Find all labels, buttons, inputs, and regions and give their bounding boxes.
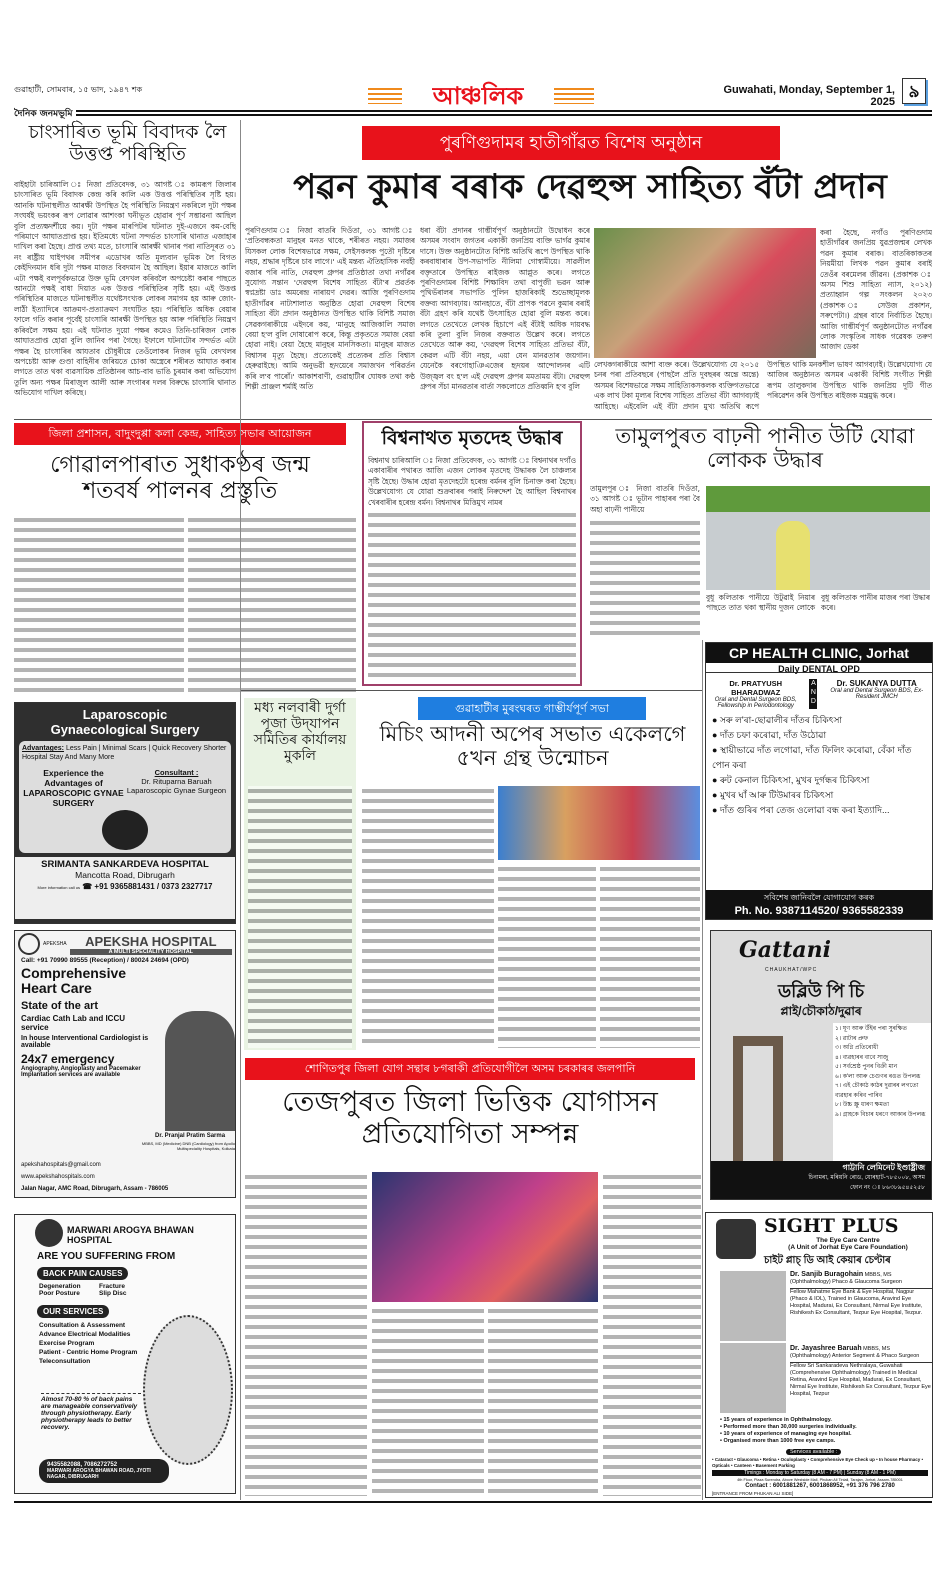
goalpara-kicker: জিলা প্ৰশাসন, বাদুংদুপ্পা কলা কেন্দ্ৰ, সাহিত্য সভাৰ আয়োজন	[14, 423, 346, 445]
sight-as: চাইট প্লাচ্ ডি আই কেয়াৰ চেণ্টাৰ	[764, 1255, 891, 1266]
tezpur-body-col3	[488, 1306, 598, 1496]
door-frame-illustration	[733, 1036, 783, 1176]
cp-dr1-deg: Oral and Dental Surgeon BDS, Fellowship in Periodontology	[714, 697, 797, 709]
lap-hospital: SRIMANTA SANKARDEVA HOSPITAL	[41, 859, 209, 870]
masthead-logo-bars-left	[368, 88, 402, 104]
tezpur-body-col1	[245, 1172, 367, 1496]
apeksha-h1: Comprehensive Heart Care	[21, 965, 127, 996]
gattani-company: গাট্টানি লেমিনেট ইণ্ডাষ্ট্ৰীজ	[842, 1163, 925, 1172]
tamulpur-headline: তামুলপুৰত বাঢ়নী পানীত উটি যোৱা লোকক উদ্ধাৰ	[615, 424, 915, 473]
lead-body-col3: কৰা হৈছে, নগাঁও পুৰণিগুদাম হাতীগাঁৱৰ জনপ্ৰিয় যুৱপ্ৰজন্মৰ লেখক পৱন কুমাৰ বৰাক। বাতৰিকাকতৰ নিয়মীয়া লিখক পৱন কুমাৰ বৰাই তেওঁৰ বৰমেলৰ জীৱন। (প্ৰকাশক ঃ অসম শিশু সাহিত্য ন্যাস, ২০১২) প্ৰত্যাহ্বান গল্প সংকলন ২০২৩ (প্ৰকাশক ঃ সেউজ প্ৰকাশন, সৰুপেটা।) গ্ৰন্থৰ বাবে নিৰ্বাচিত হৈছে। আজি গাম্ভীৰ্যপূৰ্ণ অনুষ্ঠানটোত নগাঁৱৰ লোক সংস্কৃতিৰ সাধক গৱেষক তৰুণ আজাদ ডেকা	[820, 228, 932, 352]
cp-item: ● মুখৰ ঘাঁ আৰু টিউমাৰৰ চিকিৎসা	[712, 790, 834, 800]
sight-dr2-photo	[720, 1343, 786, 1413]
apeksha-address: Jalan Nagar, AMC Road, Dibrugarh, Assam - 786005	[21, 1186, 169, 1192]
apeksha-name: APEKSHA HOSPITAL	[85, 933, 217, 949]
lap-adv-label: Advantages:	[22, 745, 65, 752]
cause: Poor Posture	[39, 1290, 80, 1297]
mising-body-col1	[362, 786, 494, 1048]
chaysari-headline: চাংসাৰিত ভূমি বিবাদক লৈ উত্তপ্ত পৰিস্থিতি	[28, 121, 227, 165]
sight-point: • Organised more than 1000 free eye camps.	[720, 1438, 836, 1444]
cp-phone: Ph. No. 9387114520/ 9365582339	[734, 905, 904, 917]
marwari-note: Almost 70-80 % of back pains are manageable conservatively through physiotherapy. Early physiotherapy leads to better recovery.	[41, 1393, 141, 1431]
person-figure	[776, 521, 810, 590]
cp-item: ● স্থায়ীভাৱে দাঁত লগোৱা, দাঁত ফিলিং কৰোৱা, বেঁকা দাঁত পোন কৰা	[712, 745, 912, 770]
apeksha-web[interactable]: www.apekshahospitals.com	[21, 1174, 95, 1180]
lap-address: Mancotta Road, Dibrugarh	[75, 870, 175, 880]
apeksha-logo: APEKSHA	[43, 941, 67, 947]
cp-dr1: Dr. PRATYUSH BHARADWAZ	[729, 679, 783, 697]
mising-body-col2	[498, 864, 596, 1048]
apeksha-call: Call: +91 70990 89555 (Reception) / 80024 24694 (OPD)	[21, 957, 189, 964]
cp-contact: সবিশেষ জানিবলৈ যোগাযোগ কৰক	[763, 893, 875, 902]
marwari-logo-icon	[35, 1219, 63, 1247]
ad-apeksha[interactable]	[14, 930, 236, 1198]
tezpur-body-col2	[372, 1306, 484, 1496]
chaysari-body: বাইহাটা চাৰিআলি ঃ নিজা প্ৰতিবেদক, ৩১ আগষ্ট ঃ কামৰূপ জিলাৰ চাংসাৰিত ভূমি বিবাদক কেন্দ্ৰ কৰি কালি এক উত্তপ্ত পৰিস্থিতিৰ সৃষ্টি হয়। আনকি ঘটনাস্থলীত আৰক্ষী উপস্থিত হৈ পৰিস্থিতি নিয়ন্ত্ৰণ নকৰিলে দুটা পক্ষৰ সংঘৰ্ষই ভয়ংকৰ ৰূপ লোৱাৰ আশংকা ঘনীভূত হোৱাৰ পূৰ্ণ সম্ভাৱনা আছিল বুলি প্ৰত্যক্ষদৰ্শীয়ে কয়। দুটা পক্ষৰ মাৰপিটৰ ঘটনাত দুই-এজনে কম-বেছি পৰিমাণে আঘাতপ্ৰাপ্ত হয়। ইতিমধ্যে ঘটনা সন্দৰ্ভত চাংসাৰি থানাত এজাহাৰ দাখিল কৰা হৈছে। প্ৰাপ্ত তথ্য মতে, চাংসাৰি আৰক্ষী থানাৰ পৰা নাতিদূৰত ৩১ নং ৰাষ্ট্ৰীয় ঘাইপথৰ সমীপৰ এডোখৰ অতি মূল্যবান ভূমিক লৈ বিগত কেইদিনমান ধৰি দুটা পক্ষৰ মাজত বিবদমান হৈ আছিল। ইয়াৰ মাজতে কালি এটা পক্ষই বলপূৰ্বকভাৱে উক্ত ভূমি বেদখল কৰিবলৈ অপচেষ্টা কৰাৰ পাছতে আনটো পক্ষই বাধা দিয়াত এক উত্তপ্ত পৰিস্থিতিৰ সৃষ্টি হয়। এই উত্তপ্ত পৰিস্থিতিৰ মাজতে ঘটনাস্থলীত যথেষ্টসংখ্যক লোকৰ সমাগম হয় আৰু জোং-লাঠী ইত্যাদিৰে আক্ৰমণ-প্ৰত্যাক্ৰমণ সংঘটিত হয়। পৰিস্থিতি অধিক বেয়াৰ ফালে গতি কৰাৰ পূৰ্বেই চাংসাৰি আৰক্ষী উপস্থিত হয় আৰু পৰিস্থিতি নিয়ন্ত্ৰণ কৰিবলৈ সক্ষম হয়। এই ঘটনাত দুয়ো পক্ষৰ কমেও তিনি-চাৰিজন লোক আঘাতপ্ৰাপ্ত হোৱা বুলি জানিব পৰা গৈছে। ইফালে ঘটনাটোৰ সন্দৰ্ভত এটা পক্ষৰ হৈ চাংসাৰিৰ আযতাব চৌধুৰীয়ে তেওঁলোকৰ নিজৰ ভূমি বেদখলৰ অপচেষ্টা আৰু গুণ্ডা বাহিনীৰ জৰিয়তে চোকা অস্ত্ৰেৰে শৰীৰত আঘাত কৰাৰ লগতে তাত থকা ব্যৱসায়িক প্ৰতিষ্ঠানৰ আচ-বাব ভাঙি চুৰমাৰ কৰা অভিযোগ তুলি অন্য পক্ষৰ মিৰাজুল আলী আৰু সংগাৰৰ দলৰ বিৰুদ্ধে চাংসাৰি থানাত অভিযোগ দাখিল কৰিছে।	[14, 180, 236, 398]
service: Consultation & Assessment	[39, 1322, 126, 1329]
gattani-sub: CHAUKHAT/WPC	[765, 967, 818, 973]
ad-cp-health[interactable]	[705, 642, 933, 920]
sight-services: • Cataract • Glaucoma • Retina • Oculoplasty • Comprehensive Eye Check up • In house Pharmacy • Opticals • Canteen • Basement Parking	[712, 1457, 924, 1468]
lead-headline: পৱন কুমাৰ বৰাক দেৱহুন্স সাহিত্য বঁটা প্ৰদান	[293, 167, 887, 207]
rule	[240, 690, 702, 691]
masthead-date-english: Guwahati, Monday, September 1, 2025	[723, 84, 895, 108]
sight-dr1-photo	[720, 1271, 786, 1341]
tezpur-kicker: শোণিতপুৰ জিলা যোগ সন্থাৰ ৮গৰাকী প্ৰতিযোগীলৈ অসম চৰকাৰৰ জলপানি	[245, 1058, 695, 1080]
ad-laparoscopic[interactable]	[14, 702, 236, 924]
apeksha-h2: State of the art	[21, 1000, 99, 1012]
lap-title2: Gynaecological Surgery	[50, 722, 200, 737]
service: Teleconsultation	[39, 1358, 91, 1365]
sight-logo-icon	[716, 1219, 756, 1259]
sight-sub2: (A Unit of Jorhat Eye Care Foundation)	[788, 1244, 908, 1251]
lap-title1: Laparoscopic	[82, 707, 168, 722]
apeksha-doctor: Dr. Pranjal Pratim Sarma	[155, 1133, 226, 1139]
lap-consultant: Dr. Rituparna Baruah	[141, 777, 212, 786]
mising-headline: মিচিং আদনী অপেৰ সভাত একেলগে ৫খন গ্ৰন্থ উন্মোচন	[379, 722, 686, 771]
cp-dr2-deg: Oral and Dental Surgeon BDS, Ex- Resident JMCH	[830, 688, 924, 700]
tamulpur-body-more	[590, 518, 700, 638]
tezpur-headline: তেজপুৰত জিলা ভিত্তিক যোগাসন প্ৰতিযোগিতা সম্পন্ন	[282, 1085, 658, 1151]
sight-dr2-deg: MBBS, MS (Ophthalmology) Anterior Segment & Phaco Surgeon	[790, 1346, 920, 1359]
apeksha-h3: Cardiac Cath Lab and ICCU service	[21, 1014, 126, 1032]
lead-body-col4: লেখকগৰাকীয়ে আশা ব্যক্ত কৰে। উল্লেখযোগ্য যে ২০১৫ চনৰ পৰা প্ৰতিবছৰে (পাছলৈ প্ৰতি দুবছৰৰ অন্তে অন্তে) অসমৰ বিশেষভাৱে সক্ষম সাহিত্যিকসকলক ব্যক্তিগতভাৱে এক লাখ টকা মূল্যৰ বিশেষ সাহিত্য প্ৰতিভা বঁটা আগবঢ়াই আহিছে। এইবেলি এই বঁটা প্ৰদান মুখ্য অতিথি ৰূপে উপস্থিত থাকি মনকশীল ভাষণ আগবঢ়াই। উল্লেখযোগ্য যে আজিৰ অনুষ্ঠানত অসমৰ একাকী বিশিষ্ট সংগীত শিল্পী ৰূপম তালুকদাৰ উপস্থিত থাকি জনপ্ৰিয় দুটি গীত পৰিৱেশন কৰি উপস্থিত ৰাইজক মন্ত্ৰমুগ্ধ কৰে।	[594, 360, 932, 411]
sight-dr2-info: Fellow Sri Sankaradeva Nethralaya, Guwahati (Comprehensive Ophthalmology) Trained in Medical Retina, Aravind Eye Hospital, Madurai, Ex Consultant, Nirmal Eye Institute, Rishikesh Ex Consultant, Tezpur Eye Hospital, Tezpur	[790, 1363, 931, 1397]
apeksha-logo-icon	[18, 933, 40, 955]
lead-body-col1: পুৰণিগুদাম ঃ নিজা বাতৰি দিওঁতা, ৩১ আগষ্ট ঃ 'প্ৰতিবন্ধকতা মানুহৰ মনত থাকে, শৰীৰত নহয়। সমাজৰ যিসকল লোক বিশেষভাৱে সক্ষম, সেইসকলক পুতৌ দৃষ্টিৰে নহয়, শ্ৰদ্ধাৰ দৃষ্টিৰে চাব লাগে।' এই মন্তব্য ঐতিহাসিক নবহী বজাৰ পৰি নাতি, দেৱহুন্স গ্ৰুপৰ প্ৰতিষ্ঠাতা তথা নগাঁৱৰ সুযোগ্য সন্তান 'দেৱহুন্স বিশেষ সাহিত্য বঁটা'ৰ প্ৰৱৰ্তক স্বপ্নদ্ৰষ্টা ডাঃ অমৰেন্দ্ৰ নাৰায়ণ দেৱৰ। আজি পুৰণিগুদাম হাতীগাঁৱৰ নাট্যশালাত অনুষ্ঠিত হোৱা দেৱহুন্স বিশেষ সাহিত্য বঁটা প্ৰদান অনুষ্ঠানত উপস্থিত থাকি বিশিষ্ট সমাজ সেৱকগৰাকীয়ে এইদৰে কয়, 'মানুহে আজিকালি সমাজ বেয়া হ'ল বুলি দোষাৰোপ কৰে, কিন্তু প্ৰকৃততে সমাজ বেয়া হোৱা নাই। বেয়া হৈছে মানুহৰ মানসিকতা। মানুহৰ মাজত বিশ্বাসৰ মৃত্যু হৈছে। প্ৰত্যেকেই প্ৰত্যেকৰ প্ৰতি বিশ্বাস হেৰুৱাইছে। আমি অনুভৱী হৃদয়েৰে সমাজখন পৰিৱৰ্তন কৰি ল'ব পাৰোঁ।' আকাশবাণী, গুৱাহাটীৰ ঘোষক তথা কণ্ঠ শিল্পী প্ৰাঞ্জল শৰ্মাই অতি	[245, 226, 415, 392]
tezpur-photo	[372, 1172, 598, 1302]
gattani-logo: Gattani	[739, 937, 831, 963]
masthead-date-assamese: গুৱাহাটী, সোমবাৰ, ১৫ ভাদ, ১৯৪৭ শক	[14, 85, 143, 94]
lead-kicker: পুৰণিগুদামৰ হাতীগাঁৱত বিশেষ অনুষ্ঠান	[362, 126, 780, 160]
sight-point: • 10 years of experience of managing eye hospital.	[720, 1431, 852, 1437]
cause: Degeneration	[39, 1283, 81, 1290]
lap-adv: Less Pain | Minimal Scars | Quick Recovery Shorter Hospital Stay And Many More	[22, 745, 227, 761]
sight-services-label: Services available :	[786, 1449, 841, 1455]
gattani-item: ৫। সৰ্বশ্ৰেষ্ঠ পুনৰ বিক্ৰী মান	[835, 1064, 898, 1070]
apeksha-email[interactable]: apekshahospitals@gmail.com	[21, 1162, 101, 1168]
ad-sight-plus[interactable]	[705, 1212, 933, 1498]
sight-contact: Contact : 6001881267, 6001868952, +91 376 796 2780	[745, 1483, 895, 1489]
column-rule	[240, 120, 241, 1500]
goalpara-headline: গোৱালপাৰাত সুধাকণ্ঠৰ জন্ম শতবৰ্ষ পালনৰ প্ৰস্তুতি	[50, 452, 310, 505]
marwari-address: MARWARI AROGYA BHAWAN ROAD, JYOTI NAGAR, DIBRUGARH	[47, 1468, 151, 1480]
sight-sub1: The Eye Care Centre	[816, 1237, 880, 1244]
cause: Slip Disc	[99, 1290, 127, 1297]
nalbari-body	[248, 786, 352, 1048]
biswanath-body: বিশ্বনাথ চাৰিআলি ঃ নিজা প্ৰতিবেদক, ৩১ আগষ্ট ঃ বিশ্বনাথৰ দগাঁও একাবাৰীৰ পথাৰত আজি এজন লোকৰ মৃতদেহ উদ্ধাৰক লৈ চাঞ্চল্যৰ সৃষ্টি হৈছে। উদ্ধাৰ হোৱা মৃতদেহটো হৰেন্দ্ৰ বৰ্মনৰ বুলি চিনাক্ত কৰা হৈছে। উল্লেখযোগ্য যে যোৱা শুক্ৰবাৰৰ পৰাই নিৰুদ্দেশ হৈ আছিল বিশ্বনাথৰ খেৰবাৰীৰ হৰেন্দ্ৰ বৰ্মন। বিশ্বনাথৰ মিত্তিমুখ নামৰ	[368, 456, 576, 507]
cp-title: CP HEALTH CLINIC, Jorhat	[706, 643, 932, 663]
lap-consultant-role: Laparoscopic Gynae Surgeon	[126, 786, 227, 795]
ad-marwari[interactable]	[14, 1214, 236, 1494]
ad-gattani[interactable]	[710, 930, 932, 1200]
gattani-item: ৯। গ্ৰাহকে বিচাৰ ধৰণে আকাৰ উপলব্ধ	[835, 1111, 926, 1118]
gattani-item: ২। ৱাটাৰ প্ৰুফ	[835, 1035, 868, 1042]
bottom-rule	[14, 1501, 932, 1503]
apeksha-tag: A MULTI SPECIALITY HOSPITAL	[70, 949, 232, 955]
cp-opd: Daily DENTAL OPD	[706, 666, 932, 673]
marwari-name: MARWARI AROGYA BHAWAN HOSPITAL	[67, 1225, 194, 1245]
apeksha-h5: 24x7 emergency	[21, 1052, 115, 1066]
gattani-item: ৩। অগ্নি প্ৰতিৰোধী	[835, 1045, 879, 1051]
cp-item: ● দাঁত চফা কৰোৱা, দাঁত উঠোৱা	[712, 730, 827, 740]
marwari-causes-label: BACK PAIN CAUSES	[37, 1267, 128, 1280]
gattani-address: চিনামৰা, মৰিয়নি ৰোড, যোৰহাট-৭৮৫০০৮, অসম	[808, 1175, 925, 1181]
rule	[14, 419, 932, 420]
cp-item: ● সৰু ল'ৰা-ছোৱালীৰ দাঁতৰ চিকিৎসা	[712, 715, 843, 725]
sight-dr1: Dr. Sanjib Buragohain	[790, 1271, 864, 1278]
sight-timings: Timings : Monday to Saturday (8 AM - 7 PM) | Sunday (8 AM - 1 PM)	[712, 1470, 928, 1476]
mising-kicker: গুৱাহাটীৰ মুৰংঘৰত গাম্ভীৰ্যপূৰ্ণ সভা	[418, 697, 646, 720]
cp-item: ● ৰুট কেনাল চিকিৎসা, মুখৰ দুৰ্গন্ধৰ চিকিৎসা	[712, 775, 870, 785]
uterus-icon	[102, 810, 148, 850]
tamulpur-body: তামুলপুৰ ঃ নিজা বাতৰি দিওঁতা, ৩১ আগষ্ট ঃ ভূটান পাহাৰৰ পৰা বৈ অহা বাঢ়নী পানীয়ে	[590, 484, 700, 514]
gattani-item: ৮। উচ্চ স্ক্ৰু ধাৰণ ক্ষমতা	[835, 1102, 890, 1108]
lap-more: More information call us	[37, 885, 80, 890]
mising-photo	[498, 786, 700, 860]
mising-body-col3	[600, 864, 700, 1048]
goalpara-body	[14, 515, 184, 697]
biswanath-headline: বিশ্বনাথত মৃতদেহ উদ্ধাৰ	[381, 427, 563, 449]
sight-name: SIGHT PLUS	[764, 1215, 899, 1237]
cp-item: ● দাঁত গুৰিৰ পৰা তেজ ওলোৱা বন্ধ কৰা ইত্যাদি...	[712, 805, 890, 815]
nalbari-headline: মধ্য নলবাৰী দুৰ্গা পূজা উদ্‌যাপন সমিতিৰ কাৰ্যালয় মুকলি	[253, 700, 347, 765]
goalpara-body-col2	[188, 515, 356, 697]
sight-entrance: [ENTRANCE FROM PHUKAN ALI SIDE]	[712, 1491, 794, 1496]
sight-dr1-info: Fellow Mahatme Eye Bank & Eye Hospital, Nagpur (Phaco & IOL), Trained in Glaucoma, Aravind Eye Hospital, Madurai, Ex Consultant, Nirmal Eye Institute, Rishikesh Ex Consultant, Tezpur Eye Hospital, Tezpur.	[790, 1288, 932, 1317]
cp-dr2: Dr. SUKANYA DUTTA	[836, 679, 917, 688]
marwari-q: ARE YOU SUFFERING FROM	[37, 1251, 176, 1262]
gattani-phone: ফোন নং ঃ ৮৬৩৮৯৫৪৫২৫৮	[850, 1185, 925, 1191]
cp-and: AND	[809, 679, 817, 709]
gattani-item: ১। ঘূণ আৰু উঁইৰ পৰা সুৰক্ষিত	[835, 1026, 908, 1032]
sight-point: • Performed more than 30,000 surgeries individually.	[720, 1424, 857, 1430]
gattani-h1: ডব্লিউ পি চি	[777, 981, 865, 1001]
tezpur-body-col4	[603, 1172, 701, 1496]
tamulpur-caption: বুধু কলিতাক পানীয়ে উটুৱাই নিয়াৰ পাছতে তাত থকা স্থানীয় দুজন লোকে বুধু কলিতাক পানীৰ মাজৰ পৰা উদ্ধাৰ কৰে।	[706, 593, 930, 613]
marwari-phone: 9435582088, 7086272752	[47, 1462, 118, 1468]
page-number: ৯	[902, 78, 926, 104]
column-rule	[702, 640, 703, 1500]
masthead-rule	[14, 110, 932, 116]
biswanath-body-more	[368, 510, 576, 682]
apeksha-doctor-deg: MBBS, MD (Medicine) DNB (Cardiology) from Apollo Multispeciality Hospitals, Kolkata	[141, 1141, 235, 1151]
gattani-item: ৭। এই চৌকাঠ কাঠৰ দুৱাৰৰ লগতো ব্যৱহাৰ কৰিব পাৰিব	[835, 1083, 919, 1099]
sight-dr1-deg: MBBS, MS (Ophthalmology) Phaco & Glaucoma Surgeon	[790, 1272, 902, 1285]
marwari-services-label: OUR SERVICES	[37, 1305, 109, 1318]
paper-name: দৈনিক জনমভূমি	[14, 106, 76, 121]
sight-point: • 15 years of experience in Ophthalmology.	[720, 1417, 832, 1423]
lap-phone: +91 9365881431 / 0373 2327717	[94, 882, 213, 891]
phone-icon: ☎	[82, 882, 93, 891]
lead-body-col2: ধৰা বঁটা প্ৰদানৰ গাম্ভীৰ্যপূৰ্ণ অনুষ্ঠানটো উদ্বোধন কৰে অসমৰ সংবাদ জগতৰ একাকী জনপ্ৰিয় ব্যক্তি ভাৰ্গৱ কুমাৰ দাসে। উক্ত অনুষ্ঠানটোত বিশিষ্ট অতিথি ৰূপে উপস্থিত থাকি কৰবাধাৰাৰ উপ-সভাপতি নীলিমা গোস্বামীয়ে। সাৱলীল বক্তৃতাৰে উপস্থিত ৰাইজক আপ্লুত কৰে। লগতে পুৰণিগুদামৰ বিশিষ্ট শিক্ষাবিদ তথা বাপুজী ভৱন আৰু পুথিভঁৰালৰ সভাপতি পুলিন হাজৰিকাই শুভেচ্ছামূলক বক্তব্য আগবঢ়ায়। আনহাতে, বঁটা প্ৰাপক পৱনে কুমাৰ বৰাই বঁটা গ্ৰহণ কৰি যথেষ্ট উৎসাহিত হোৱা বুলি মন্তব্য কৰে। লগতে তেখেতে লেখক হিচাপে এই বঁটাই অধিক দায়বদ্ধ কৰি তুলা বুলি নিজৰ বক্তব্যত উল্লেখ কৰে। লগতে তেখেতে আৰু কয়, 'দেৱহুন্স বিশেষ সাহিত্য প্ৰতিভা বঁটা, কেৱল এটি বঁটা নহয়, এয়া যেন মানৱতাৰ জয়গান। যেনেকৈ বৰগোহাঞিএজেৰ হৃদয়ৰ আন্দোলনৰ এটি উজ্জ্বল বং হ'ল এই দেৱহুন্স গ্ৰুপৰ মমতাময় বঁটা। দেৱহুন্স গ্ৰুপৰ সঁচা মানৱতাৰ বাৰ্তা সকলোতে প্ৰতিধ্বনি হ'ব বুলি	[420, 226, 590, 392]
service: Exercise Program	[39, 1340, 95, 1347]
lap-consultant-label: Consultant :	[154, 768, 199, 777]
masthead-logo: আঞ্চলিক	[432, 81, 524, 110]
gattani-h2: প্লাই/চৌকাঠ/দুৱাৰ	[780, 1004, 862, 1018]
apeksha-doctor-photo	[165, 1011, 235, 1131]
gattani-item: ৬। ক'লা আৰু চেগুণৰ ৰঙত উপলব্ধ	[835, 1073, 921, 1080]
tamulpur-photo	[706, 486, 930, 590]
marwari-photo	[143, 1315, 233, 1465]
sight-dr2: Dr. Jayashree Baruah	[790, 1345, 862, 1352]
lead-photo	[594, 228, 816, 358]
apeksha-h4: In house Interventional Cardiologist is available	[21, 1035, 149, 1049]
gattani-item: ৪। ব্যৱহাৰৰ বাবে সাজু	[835, 1054, 889, 1061]
sight-address: 4th Floor, Plaza Surendra, Above Westside Mall, Phukan Ali Tiniali, Tarajan, Jorhat, Assam-785001	[737, 1478, 903, 1482]
lap-exp: Experience the Advantages of LAPAROSCOPIC GYNAE SURGERY	[23, 768, 124, 808]
service: Patient - Centric Home Program	[39, 1349, 138, 1356]
service: Advance Electrical Modalities	[39, 1331, 131, 1338]
cause: Fracture	[99, 1283, 126, 1290]
masthead-logo-bars-right	[554, 88, 594, 104]
apeksha-h6: Angiography, Angioplasty and Pacemaker Implantation services are available	[21, 1066, 141, 1078]
